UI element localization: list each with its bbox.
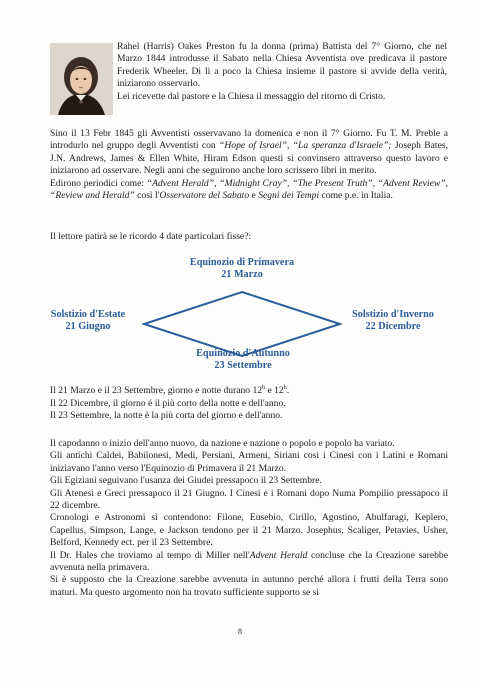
text-run: Il 21 Marzo e il 23 Settembre, giorno e notte durano 12: [50, 385, 263, 397]
lead-question: Il lettore patirà se le ricordo 4 date particolari fisse?:: [50, 231, 252, 242]
intro-text: [117, 41, 447, 103]
text-run: e: [249, 190, 259, 202]
italic-run: Segni dei Tempi: [258, 190, 320, 202]
intro-paragraph-1: Rahel (Harris) Oakes Preston fu la donna (prima) Battista del 7° Giorno, che nel Marzo 1844 introdusse il Sabato nella Chiesa Avventista ove predicava il pastore Frederik Wheeler. Di lì a poco la Chiesa insieme il pastore si avvide della verità, iniziarono osservarlo.: [117, 41, 447, 90]
text-run: Joseph Bates, J.N. Andrews, James & Ellen White, Hiram Edson questi si convinsero attraverso questo lavoro e iniziarono ad osservare. Negli anni che seguirono anche loro scrissero libri in merito.: [50, 140, 448, 177]
body-paragraph-2: Gli antichi Caldei, Babilonesi, Medi, Persiani, Armeni, Siriani così i Cinesi con i Latini e Romani iniziavano l'anno verso l'Equinozio di Primavera il 21 Marzo.: [50, 450, 448, 474]
portrait-image: [50, 43, 113, 115]
fixed-dates-facts: [50, 382, 448, 422]
body-paragraph-7: Si è supposto che la Creazione sarebbe avvenuta in autunno perché allora i frutti della Terra sono maturi. Ma questo argomento non ha trovato sufficiente supporto se si: [50, 574, 448, 598]
body-paragraph-1: Il capodanno o inizio dell'anno nuovo, da nazione e nazione o popolo e popolo ha variato.: [50, 438, 395, 449]
italic-run: “Hope of Israel”, “La speranza d'Israele”;: [219, 140, 392, 152]
body-paragraph-4: Gli Atenesi e Greci pressapoco il 21 Giugno. I Cinesi e i Romani dopo Numa Pompilio pressapoco il 22 dicembre.: [50, 487, 448, 512]
label-line: Equinozio di Primavera: [189, 257, 295, 268]
label-autumn-equinox: [188, 348, 298, 372]
italic-run: “Advent Herald”, “Midnight Cray”, “The Present Truth”, “Advent Review”, “Review and Herald”: [50, 177, 448, 202]
superscript: h: [262, 385, 266, 391]
italic-run: Advent Herald: [249, 549, 308, 561]
text-run: .: [286, 385, 290, 397]
intro-paragraph-4: [50, 178, 448, 203]
text-run: così l': [134, 190, 160, 202]
label-line: Equinozio d'Autunno: [196, 348, 290, 359]
text-run: Sino il 13 Febr 1845 gli Avventisti osservavano la domenica e non il 7° Giorno. Fu T. M. Preble a introdurlo nel gruppo degli Avventisti con: [50, 128, 448, 152]
italic-run: Osservatore del Sabato: [159, 190, 250, 202]
text-run: e 12: [265, 385, 284, 397]
label-line: 22 Dicembre: [365, 321, 421, 332]
body-paragraph-3: Gli Egiziani seguivano l'usanza dei Giudei pressapoco il 23 Settembre.: [50, 475, 322, 487]
text-run: Edirono periodici come:: [50, 177, 147, 189]
text-run: come p.e. in Italia.: [319, 190, 393, 202]
label-line: 21 Marzo: [221, 269, 263, 280]
label-winter-solstice: [341, 309, 445, 333]
intro-paragraph-2: Lei ricevette dal pastore e la Chiesa il messaggio del ritorno di Cristo.: [117, 90, 386, 102]
superscript: h: [283, 385, 287, 391]
body-text: [50, 438, 448, 599]
portrait-photo: [50, 43, 113, 115]
label-line: 21 Giugno: [65, 321, 111, 332]
fact-september: Il 23 Settembre, la notte è la più corta del giorno e dell'anno.: [50, 410, 283, 421]
label-line: Solstizio d'Inverno: [352, 309, 434, 320]
body-paragraph-5: Cronologi e Astronomi si contendono: Filone, Eusebio, Cirillo, Agostino, Abulfaragi, Keplero, Capellus, Simpson, Lange, e Jackson tendono per il 21 Marzo. Josephus, Scaliger, Petavies, Usher, Belford, Kennedy ect. per il 23 Settembre.: [50, 512, 448, 549]
label-summer-solstice: [38, 309, 138, 333]
label-line: 23 Settembre: [214, 360, 272, 371]
text-run: concluse che la Creazione sarebbe avvenuta nella primavera.: [50, 549, 448, 574]
label-line: Solstizio d'Estate: [50, 309, 126, 320]
fact-equinox: [50, 382, 448, 398]
intro-paragraph-3: [50, 128, 448, 178]
intro-continued: [50, 128, 448, 202]
page-number: 8: [238, 627, 242, 636]
text-run: Il Dr. Hales che troviamo al tempo di Miller nell': [50, 549, 250, 561]
fact-december: Il 22 Dicembre, il giorno é il più corto della notte e dell'anno.: [50, 397, 286, 409]
label-spring-equinox: [184, 257, 300, 281]
diamond-shape: [144, 292, 340, 356]
body-paragraph-6: [50, 550, 448, 575]
